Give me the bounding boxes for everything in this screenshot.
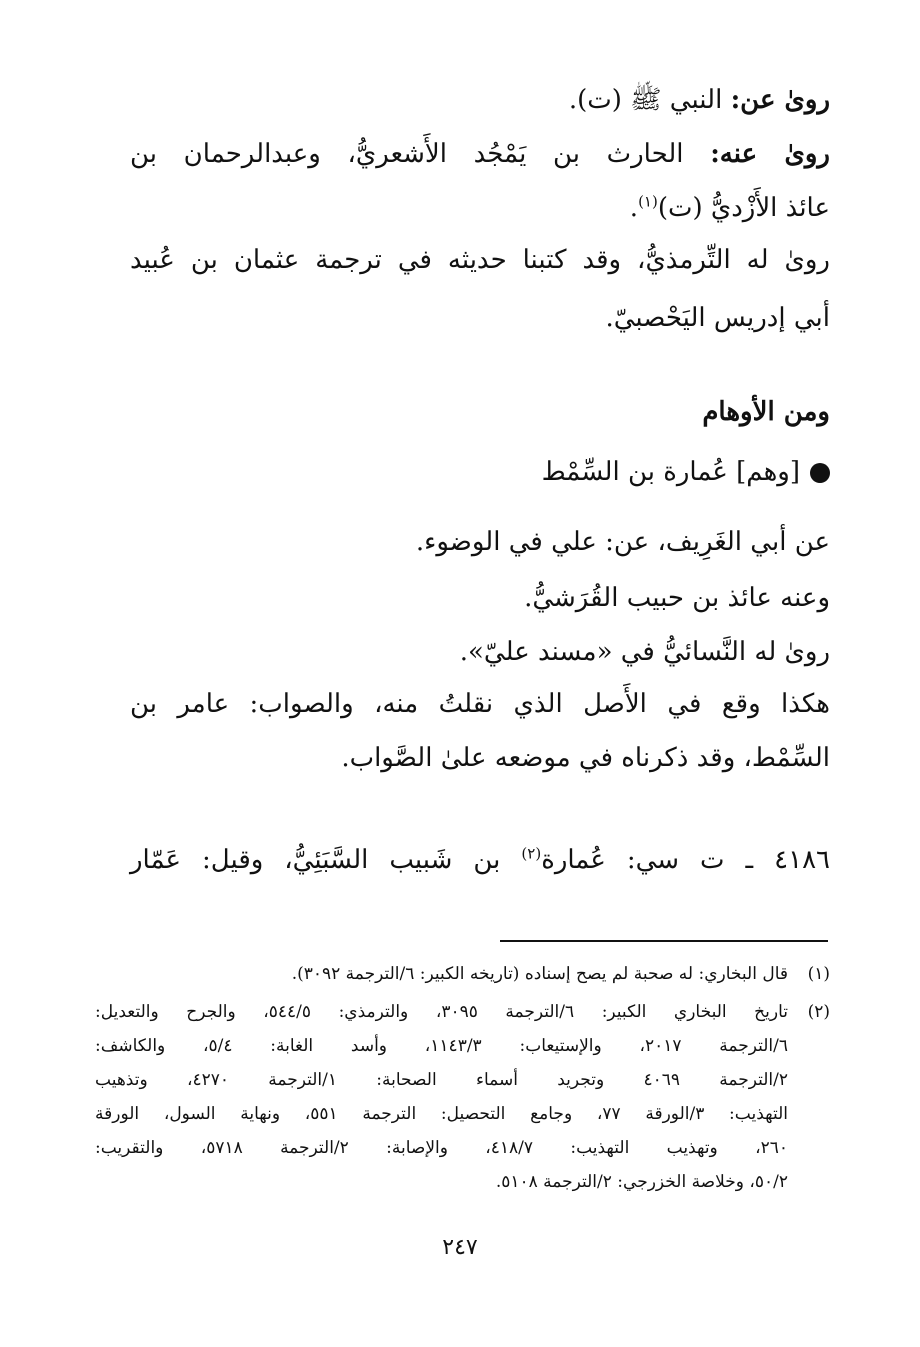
narrated-from-label: رویٰ عن: (730, 85, 830, 115)
entry-number-and-name: ٤١٨٦ ـ ت سي: عُمارة (541, 845, 830, 875)
section-line-5: السِّمْط، وقد ذكرناه في موضعه علیٰ الصَّواب. (341, 743, 830, 773)
section-line-4: هكذا وقع في الأَصل الذي نقلتُ منه، والصواب: عامر بن (130, 689, 830, 719)
transmitted-by-text: رویٰ له التِّرمذيُّ، وقد كتبنا حديثه في ترجمة عثمان بن عُبيد (130, 245, 830, 275)
footnote-1-marker: (١) (807, 964, 830, 984)
entry-title-line (130, 452, 830, 492)
entry-name-rest: بن شَبيب السَّبَئِيُّ، وقيل: عَمّار (130, 845, 522, 875)
section-line-2: وعنه عائذ بن حبيب القُرَشيُّ. (524, 583, 830, 613)
transmitted-by-continuation (130, 298, 830, 338)
footnote-2-line-4: التهذيب: ٣/الورقة ٧٧، وجامع التحصيل: الترجمة ٥٥١، ونهاية السول، الورقة (95, 1104, 788, 1124)
footnote-2-line-1 (95, 996, 830, 1028)
narrated-by-label: رویٰ عنه: (710, 139, 830, 169)
footnote-ref-2[interactable]: (٢) (521, 844, 542, 863)
footnote-2-line-5: ٢٦٠، وتهذيب التهذيب: ٤١٨/٧، والإصابة: ٢/الترجمة ٥٧١٨، والتقريب: (95, 1138, 788, 1158)
footnote-2-marker: (٢) (807, 1002, 831, 1022)
bullet-icon (810, 463, 830, 483)
narrated-by-line (130, 134, 830, 174)
narrator-name: عائذ الأَزْديُّ (ت) (657, 193, 830, 223)
narrated-by-continuation (130, 188, 830, 228)
transmitted-by-line (130, 240, 830, 280)
entry-4186-line (130, 840, 830, 880)
footnote-2-text-1: تاريخ البخاري الكبير: ٦/الترجمة ٣٠٩٥، والترمذي: ٥٤٤/٥، والجرح والتعديل: (95, 1002, 789, 1022)
transmitted-by-text-end: أبي إدريس اليَحْصبيّ. (605, 303, 830, 333)
entry-title: [وهم] عُمارة بن السِّمْط (541, 457, 800, 487)
section-heading: ومن الأوهام (702, 397, 830, 427)
footnote-2-line-6: ٥٠/٢، وخلاصة الخزرجي: ٢/الترجمة ٥١٠٨. (495, 1172, 788, 1192)
sentence-end: . (629, 193, 639, 223)
footnote-ref-1[interactable]: (١) (638, 192, 658, 211)
narrated-from-text: النبي ﷺ (ت). (568, 85, 731, 115)
section-line-3: رویٰ له النَّسائيُّ في «مسند عليّ». (459, 637, 830, 667)
footnote-2-line-2: ٦/الترجمة ٢٠١٧، والإستيعاب: ١١٤٣/٣، وأسد الغابة: ٥/٤، والكاشف: (95, 1036, 789, 1056)
page-number: ٢٤٧ (442, 1235, 478, 1260)
footnote-1-text: قال البخاري: له صحبة لم يصح إسناده (تاريخه الكبير: ٦/الترجمة ٣٠٩٢). (291, 964, 788, 984)
section-line-1: عن أبي الغَرِيف، عن: علي في الوضوء. (415, 527, 830, 557)
footnote-1 (95, 958, 830, 990)
footnote-2-line-3: ٢/الترجمة ٤٠٦٩ وتجريد أسماء الصحابة: ١/الترجمة ٤٢٧٠، وتذهيب (95, 1070, 789, 1090)
narrated-from-line (130, 80, 830, 120)
footnote-divider (500, 940, 828, 942)
narrated-by-text: الحارث بن يَمْجُد الأَشعريُّ، وعبدالرحمان بن (130, 139, 711, 169)
